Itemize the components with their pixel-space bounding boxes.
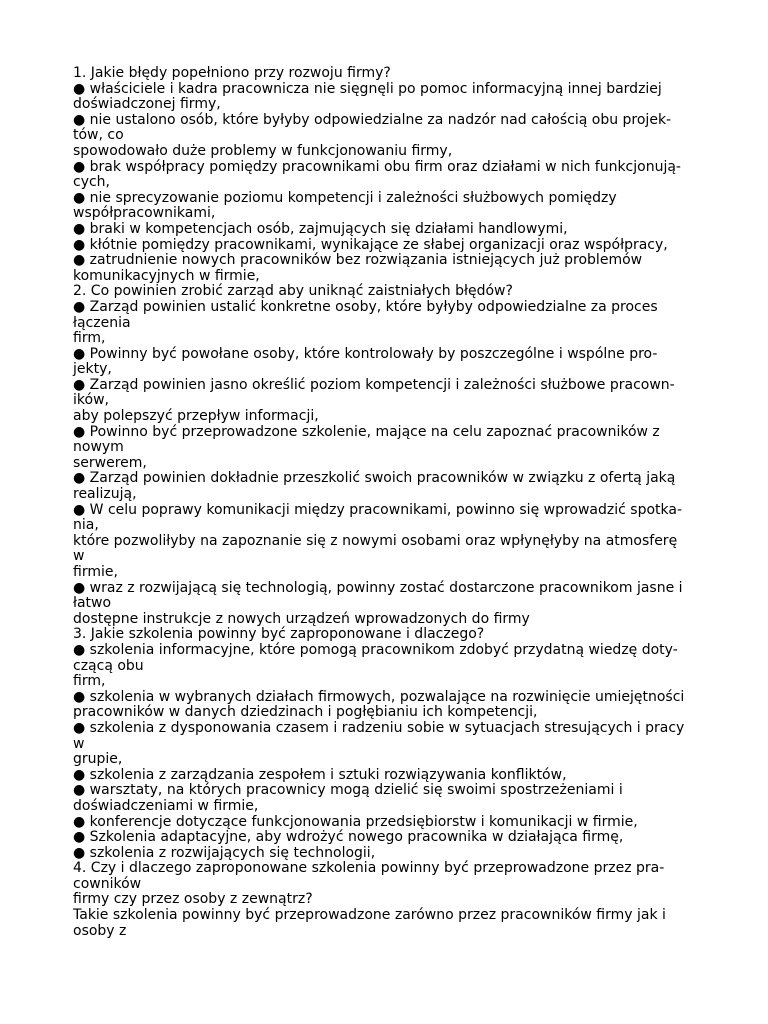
text-line: realizują, [73,486,137,503]
text-line: łatwo [73,595,112,612]
text-line: grupie, [73,751,123,768]
text-line: ● wraz z rozwijającą się technologią, powinny zostać dostarczone pracownikom jasne i [73,579,683,596]
text-line: 3. Jakie szkolenia powinny być zaproponowane i dlaczego? [73,626,485,643]
text-line: cych, [73,174,111,191]
text-line: ● szkolenia informacyjne, które pomogą pracownikom zdobyć przydatną wiedzę doty- [73,641,678,658]
text-line: ● brak współpracy pomiędzy pracownikami obu firm oraz działami w nich funkcjonują- [73,158,681,175]
text-line: 2. Co powinien zrobić zarząd aby uniknąć zaistniałych błędów? [73,283,513,300]
text-line: Takie szkolenia powinny być przeprowadzone zarówno przez pracowników firmy jak i [73,907,666,924]
text-line: ● szkolenia w wybranych działach firmowych, pozwalające na rozwinięcie umiejętności [73,688,685,705]
text-line: osoby z [73,922,127,939]
text-line: ● Zarząd powinien dokładnie przeszkolić swoich pracowników w związku z ofertą jaką [73,470,676,487]
text-line: w [73,735,85,752]
text-line: współpracownikami, [73,205,216,222]
text-line: firm, [73,673,106,690]
text-line: firmie, [73,564,118,580]
text-line: 4. Czy i dlaczego zaproponowane szkolenia powinny być przeprowadzone przez pra- [73,860,665,877]
text-line: ● nie ustalono osób, które byłyby odpowiedzialne za nadzór nad całością obu projek- [73,111,672,128]
text-line: spowodowało duże problemy w funkcjonowaniu firmy, [73,142,453,159]
text-line: ● kłótnie pomiędzy pracownikami, wynikające ze słabej organizacji oraz współpracy, [73,236,668,253]
text-line: ● Zarząd powinien jasno określić poziom kompetencji i zależności służbowe pracown- [73,376,675,393]
text-line: 1. Jakie błędy popełniono przy rozwoju firmy? [73,65,391,81]
text-line: ● szkolenia z rozwijających się technologii, [73,844,376,861]
text-line: tów, co [73,127,124,144]
text-line: ● właściciele i kadra pracownicza nie sięgnęli po pomoc informacyjną innej bardziej [73,80,662,97]
text-line: ● Szkolenia adaptacyjne, aby wdrożyć nowego pracownika w działająca firmę, [73,829,624,846]
text-line: aby polepszyć przepływ informacji, [73,408,319,425]
text-line: ● warsztaty, na których pracownicy mogą dzielić się swoimi spostrzeżeniami i [73,782,623,799]
text-line: firm, [73,330,106,347]
text-line: ików, [73,392,109,409]
text-line: czącą obu [73,657,144,674]
text-line: firmy czy przez osoby z zewnątrz? [73,891,313,908]
text-line: łączenia [73,314,131,331]
text-line: pracowników w danych dziedzinach i pogłębianiu ich kompetencji, [73,704,538,721]
text-line: ● Zarząd powinien ustalić konkretne osoby, które byłyby odpowiedzialne za proces [73,298,658,315]
text-line: nia, [73,517,99,534]
text-line: jekty, [73,361,112,378]
text-line: ● Powinny być powołane osoby, które kontrolowały by poszczególne i wspólne pro- [73,345,658,362]
text-line: serwerem, [73,454,147,471]
text-line: dostępne instrukcje z nowych urządzeń wprowadzonych do firmy [73,610,530,627]
text-line: ● W celu poprawy komunikacji między pracownikami, powinno się wprowadzić spotka- [73,501,683,518]
document-text [73,66,703,939]
text-line: nowym [73,439,124,456]
text-line: ● Powinno być przeprowadzone szkolenie, mające na celu zapoznać pracowników z [73,423,660,440]
text-line: ● konferencje dotyczące funkcjonowania przedsiębiorstw i komunikacji w firmie, [73,813,638,830]
text-line: ● zatrudnienie nowych pracowników bez rozwiązania istniejących już problemów [73,252,643,269]
text-line: doświadczeniami w firmie, [73,797,259,814]
text-line: w [73,548,85,565]
text-line: cowników [73,875,142,892]
text-line: które pozwoliłyby na zapoznanie się z nowymi osobami oraz wpłynęłyby na atmosferę [73,532,678,549]
text-line: ● szkolenia z dysponowania czasem i radzeniu sobie w sytuacjach stresujących i pracy [73,719,685,736]
text-line: ● nie sprecyzowanie poziomu kompetencji i zależności służbowych pomiędzy [73,189,617,206]
text-line: ● braki w kompetencjach osób, zajmujących się działami handlowymi, [73,220,568,237]
text-line: komunikacyjnych w firmie, [73,267,260,284]
text-line: doświadczonej firmy, [73,96,221,113]
text-line: ● szkolenia z zarządzania zespołem i sztuki rozwiązywania konfliktów, [73,766,567,783]
